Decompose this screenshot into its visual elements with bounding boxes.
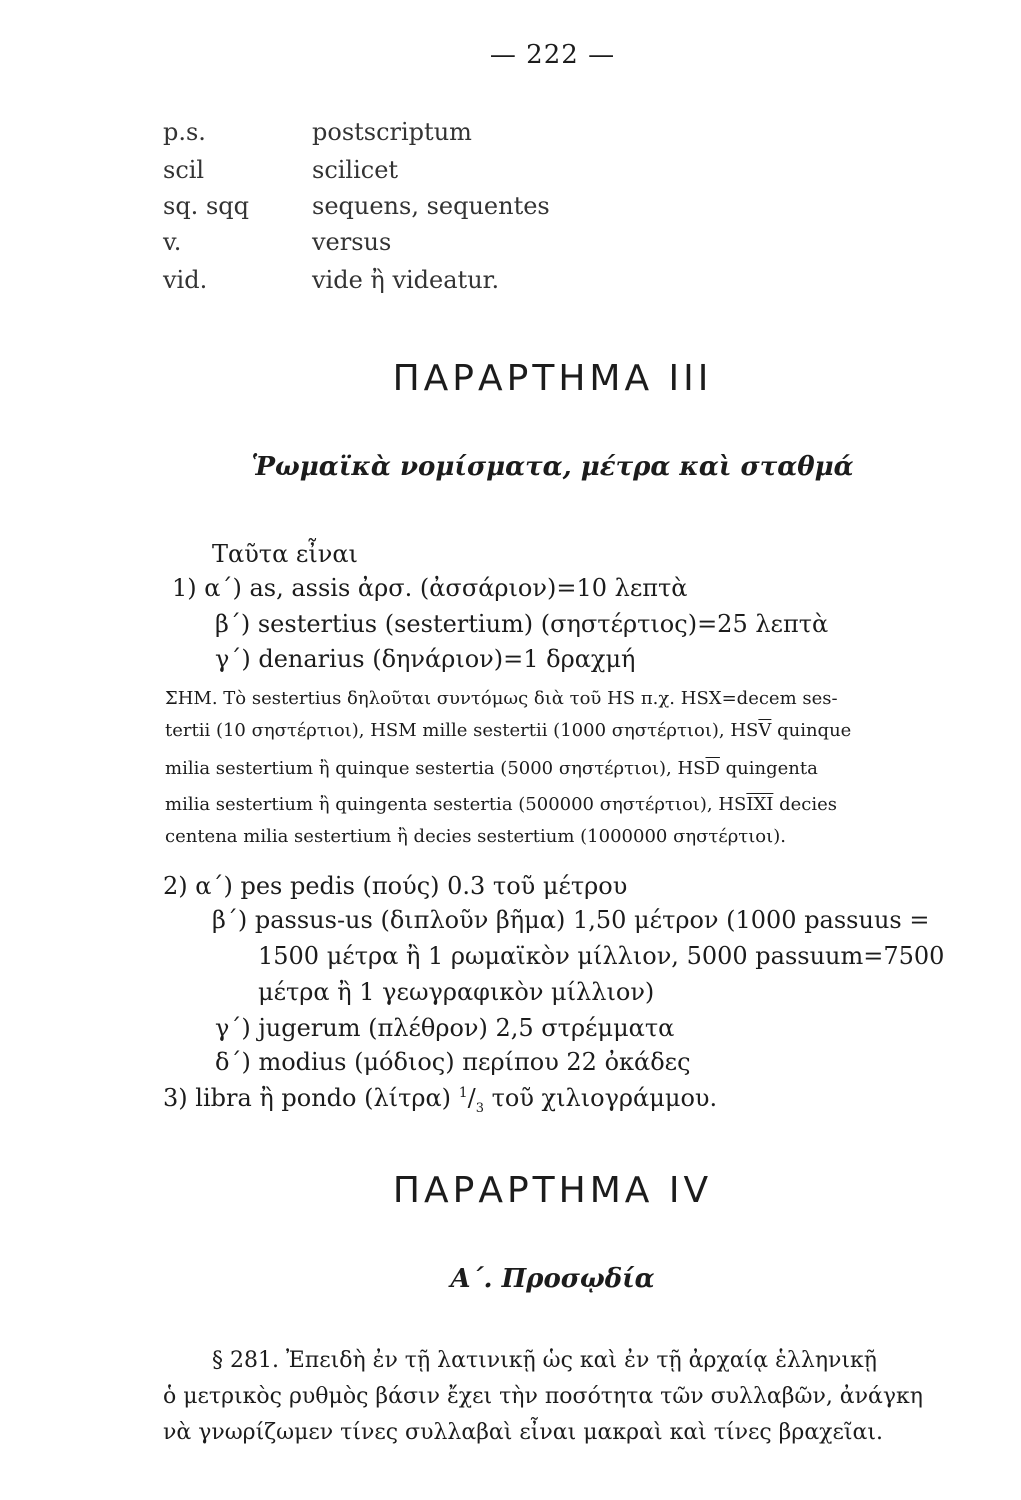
abbr-meaning: versus [312,228,392,256]
appendix-3-subtitle: Ῥωμαϊκὰ νομίσματα, μέτρα καὶ σταθμά [251,452,854,482]
note-line: milia sestertium ἢ quinque sestertia (5000 σηστέρτιοι), $HS\overline{D}$ quingenta [165,758,818,779]
note-line: ΣΗΜ. Τὸ sestertius δηλοῦται συντόμως διὰ τοῦ HS π.χ. HSX=decem ses- [165,688,838,709]
paragraph-line: ὁ μετρικὸς ρυθμὸς βάσιν ἔχει τὴν ποσότητα τῶν συλλαβῶν, ἀνάγκη [163,1384,923,1409]
coin-item: 1) α΄) as, assis ἀρσ. (ἀσσάριον)=10 λεπτὰ [172,574,688,602]
measure-item: δ΄) modius (μόδιος) περίπου 22 ὀκάδες [215,1048,691,1076]
measure-item: γ΄) jugerum (πλέθρον) 2,5 στρέμματα [215,1014,675,1042]
intro-text: Ταῦτα εἶναι [212,540,358,568]
abbr-term: sq. sqq [163,192,249,220]
measure-item: 2) α΄) pes pedis (πούς) 0.3 τοῦ μέτρου [163,872,628,900]
coin-item: β΄) sestertius (sestertium) (σηστέρτιος)=25 λεπτὰ [215,610,829,638]
abbr-term: vid. [163,266,208,294]
abbr-meaning: vide ἢ videatur. [312,266,500,294]
measure-item: 1500 μέτρα ἢ 1 ρωμαϊκὸν μίλλιον, 5000 passuum=7500 [258,942,945,970]
abbr-meaning: postscriptum [312,118,472,146]
weight-item: 3) libra ἢ pondo (λίτρα) $^1/_3$ τοῦ χιλιογράμμου. [163,1084,718,1116]
abbr-meaning: sequens, sequentes [312,192,550,220]
note-line: milia sestertium ἢ quingenta sestertia (500000 σηστέρτιοι), $HS\overline{IXI}$ decies [165,794,838,815]
abbr-term: scil [163,156,205,184]
page-number: — 222 — [489,40,616,70]
measure-item: μέτρα ἢ 1 γεωγραφικὸν μίλλιον) [258,978,655,1006]
appendix-3-title: ΠΑΡΑΡΤΗΜΑ III [392,358,713,399]
note-line: tertii (10 σηστέρτιοι), HSM mille sestertii (1000 σηστέρτιοι), $HS\overline{V}$ quinque [165,720,852,741]
appendix-4-subtitle: Α΄. Προσῳδία [450,1264,655,1294]
appendix-4-title: ΠΑΡΑΡΤΗΜΑ IV [392,1170,713,1211]
paragraph-line: νὰ γνωρίζωμεν τίνες συλλαβαὶ εἶναι μακραὶ καὶ τίνες βραχεῖαι. [163,1420,884,1445]
coin-item: γ΄) denarius (δηνάριον)=1 δραχμή [215,645,636,673]
abbr-meaning: scilicet [312,156,399,184]
note-line: centena milia sestertium ἢ decies sestertium (1000000 σηστέρτιοι). [165,826,786,847]
abbr-term: p.s. [163,118,206,146]
abbr-term: v. [163,228,182,256]
measure-item: β΄) passus-us (διπλοῦν βῆμα) 1,50 μέτρον (1000 passuus = [212,906,930,934]
paragraph-line: § 281. Ἐπειδὴ ἐν τῇ λατινικῇ ὡς καὶ ἐν τῇ ἀρχαίᾳ ἑλληνικῇ [212,1348,877,1373]
